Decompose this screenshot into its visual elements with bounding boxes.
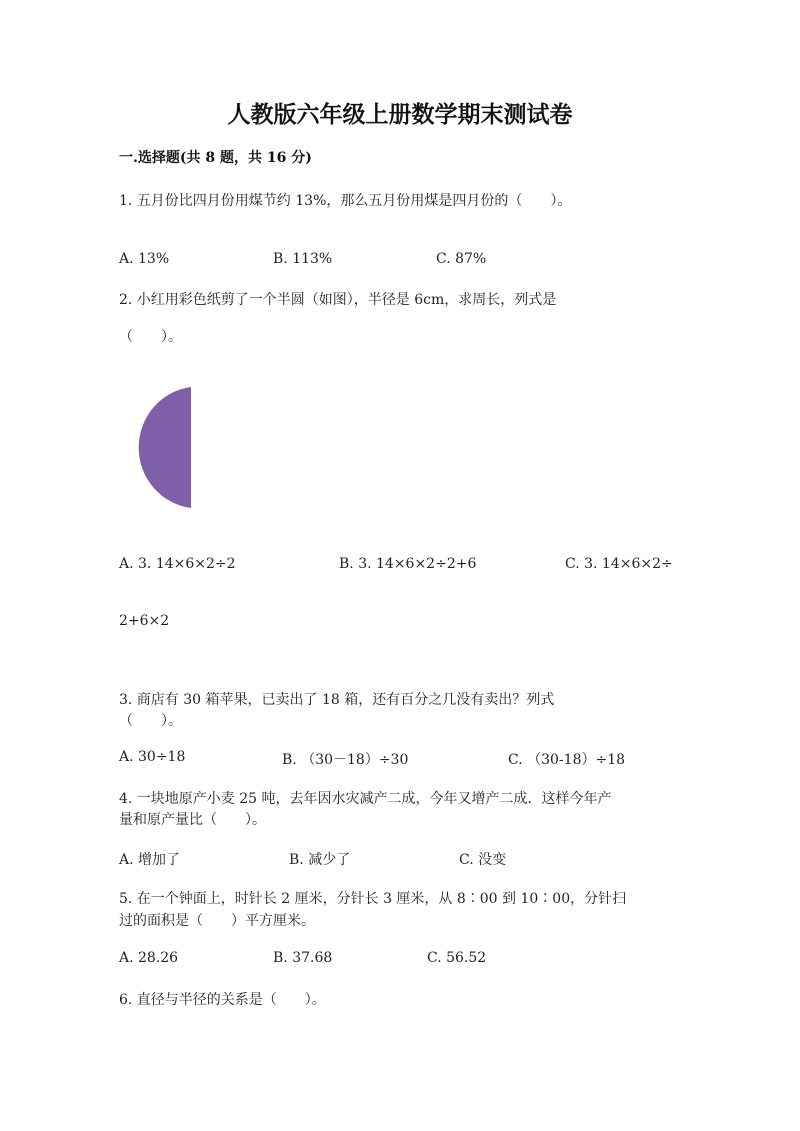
question-5-option-b: B. 37.68 — [273, 950, 333, 966]
question-3-option-c: C. （30-18）÷18 — [508, 752, 626, 768]
question-1-option-b: B. 113% — [273, 251, 333, 267]
question-5-option-a: A. 28.26 — [119, 950, 179, 966]
question-2-text-line-1: 2. 小红用彩色纸剪了一个半圆（如图），半径是 6cm，求周长，列式是 — [119, 292, 557, 308]
question-3-text-line-2: （ ）。 — [119, 713, 182, 729]
page-title: 人教版六年级上册数学期末测试卷 — [227, 101, 573, 128]
question-5-text-line-1: 5. 在一个钟面上，时针长 2 厘米，分针长 3 厘米，从 8∶00 到 10∶00，分针扫 — [119, 891, 627, 907]
question-2-option-b: B. 3. 14×6×2÷2+6 — [339, 556, 477, 572]
semicircle-figure — [130, 386, 194, 510]
question-3-option-a: A. 30÷18 — [119, 749, 186, 765]
question-4-text-line-1: 4. 一块地原产小麦 25 吨，去年因水灾减产二成，今年又增产二成．这样今年产 — [119, 791, 612, 807]
question-2-option-c: C. 3. 14×6×2÷ — [565, 556, 673, 572]
question-4-option-a: A. 增加了 — [119, 852, 181, 868]
question-6-text: 6. 直径与半径的关系是（ ）。 — [119, 992, 326, 1008]
question-4-option-c: C. 没变 — [459, 852, 507, 868]
question-2-text-line-2: （ ）。 — [119, 329, 182, 345]
question-1-text: 1. 五月份比四月份用煤节约 13%，那么五月份用煤是四月份的（ ）。 — [119, 193, 572, 209]
question-2-option-a: A. 3. 14×6×2÷2 — [119, 556, 236, 572]
section-heading: 一.选择题(共 8 题，共 16 分) — [119, 150, 312, 166]
question-3-option-b: B. （30－18）÷30 — [282, 752, 409, 768]
question-5-text-line-2: 过的面积是（ ）平方厘米。 — [119, 913, 315, 929]
question-4-option-b: B. 减少了 — [289, 852, 351, 868]
question-3-text-line-1: 3. 商店有 30 箱苹果，已卖出了 18 箱，还有百分之几没有卖出？列式 — [119, 692, 555, 708]
question-1-option-c: C. 87% — [436, 251, 487, 267]
semicircle-shape — [139, 387, 191, 508]
question-5-option-c: C. 56.52 — [427, 950, 487, 966]
question-4-text-line-2: 量和原产量比（ ）。 — [119, 812, 266, 828]
question-2-option-c-continuation: 2+6×2 — [119, 613, 170, 629]
question-1-option-a: A. 13% — [119, 251, 170, 267]
